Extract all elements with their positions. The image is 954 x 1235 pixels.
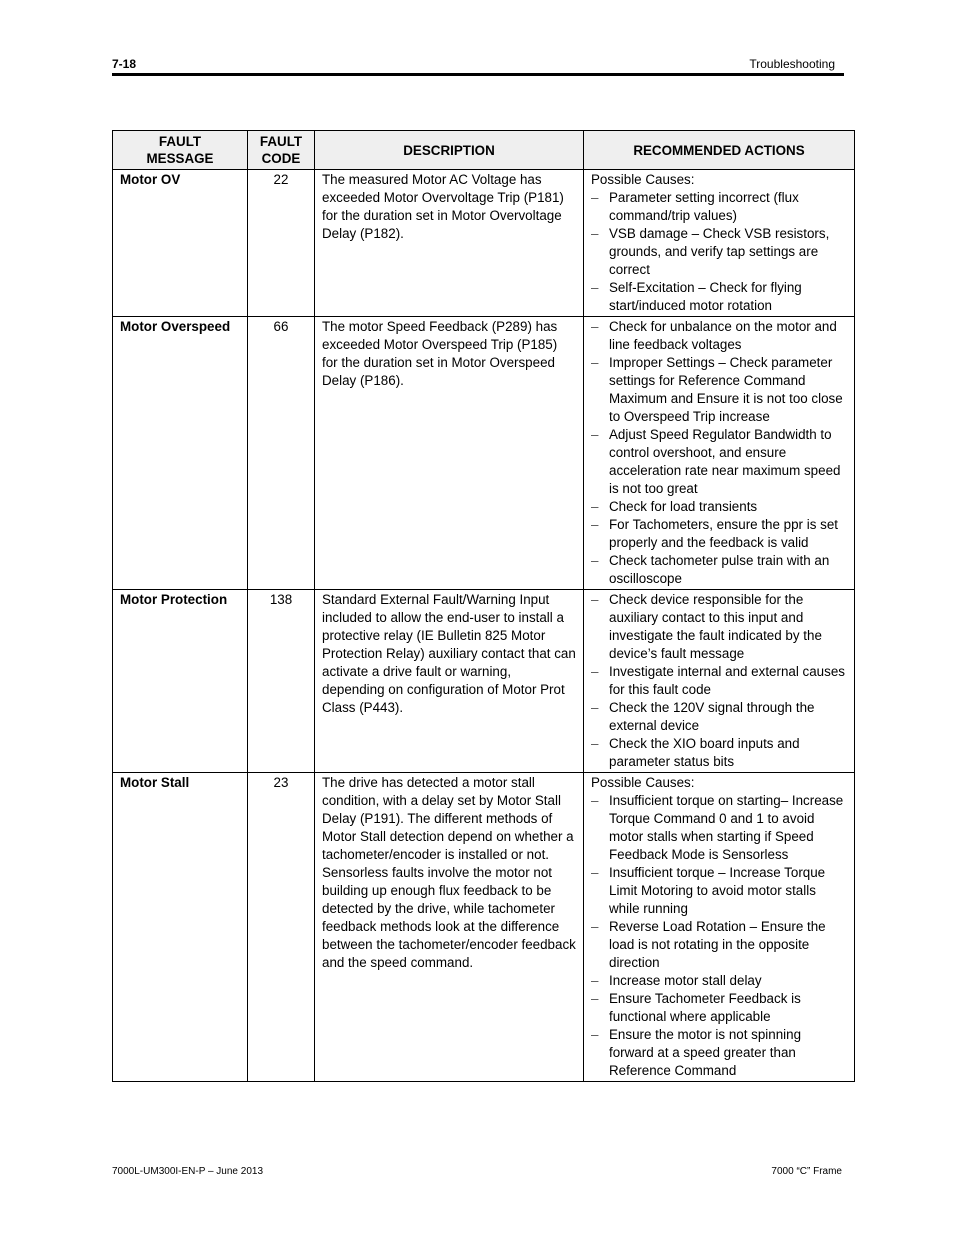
column-header-description: DESCRIPTION <box>315 131 584 170</box>
list-item: – Investigate internal and external causes for this fault code <box>591 663 847 699</box>
list-item: – Increase motor stall delay <box>591 972 847 990</box>
list-item: – Check the 120V signal through the external device <box>591 699 847 735</box>
fault-message-cell: Motor Overspeed <box>113 317 248 590</box>
list-item: – Ensure the motor is not spinning forward at a speed greater than Reference Command <box>591 1026 847 1080</box>
description-cell: The motor Speed Feedback (P289) has exceeded Motor Overspeed Trip (P185) for the duration set in Motor Overspeed Delay (P186). <box>315 317 584 590</box>
action-list <box>591 189 847 315</box>
fault-code-cell: 138 <box>248 590 315 773</box>
product-frame: 7000 “C” Frame <box>771 1166 842 1177</box>
list-item: – Parameter setting incorrect (flux command/trip values) <box>591 189 847 225</box>
list-item: – Check for unbalance on the motor and line feedback voltages <box>591 318 847 354</box>
list-item: – Check the XIO board inputs and parameter status bits <box>591 735 847 771</box>
action-list <box>591 591 847 771</box>
recommended-actions-cell <box>584 590 855 773</box>
list-item: – Check device responsible for the auxiliary contact to this input and investigate the fault indicated by the device’s fault message <box>591 591 847 663</box>
column-header-recommended-actions: RECOMMENDED ACTIONS <box>584 131 855 170</box>
fault-code-cell: 23 <box>248 773 315 1082</box>
list-item: – Adjust Speed Regulator Bandwidth to control overshoot, and ensure acceleration rate near maximum speed is not too great <box>591 426 847 498</box>
table-row <box>113 317 855 590</box>
fault-message-cell: Motor Stall <box>113 773 248 1082</box>
list-item: – Check tachometer pulse train with an oscilloscope <box>591 552 847 588</box>
list-item: – Ensure Tachometer Feedback is functional where applicable <box>591 990 847 1026</box>
action-list <box>591 792 847 1080</box>
description-cell: Standard External Fault/Warning Input included to allow the end-user to install a protective relay (IE Bulletin 825 Motor Protection Relay) auxiliary contact that can activate a drive fault or warning, depending on configuration of Motor Prot Class (P443). <box>315 590 584 773</box>
fault-table <box>112 130 855 1082</box>
section-title: Troubleshooting <box>749 57 835 71</box>
header-rule <box>112 73 844 76</box>
recommended-actions-cell <box>584 317 855 590</box>
table-row <box>113 773 855 1082</box>
table-row <box>113 170 855 317</box>
fault-message-cell: Motor Protection <box>113 590 248 773</box>
fault-message-cell: Motor OV <box>113 170 248 317</box>
action-list <box>591 318 847 588</box>
document-id: 7000L-UM300I-EN-P – June 2013 <box>112 1166 264 1177</box>
page-number: 7-18 <box>112 57 137 71</box>
column-header-fault-message: FAULT MESSAGE <box>113 131 248 170</box>
column-header-fault-code: FAULT CODE <box>248 131 315 170</box>
possible-causes-label: Possible Causes: <box>591 775 695 790</box>
list-item: – Reverse Load Rotation – Ensure the load is not rotating in the opposite direction <box>591 918 847 972</box>
list-item: – VSB damage – Check VSB resistors, grounds, and verify tap settings are correct <box>591 225 847 279</box>
table-header-row <box>113 131 855 170</box>
fault-code-cell: 22 <box>248 170 315 317</box>
list-item: – For Tachometers, ensure the ppr is set properly and the feedback is valid <box>591 516 847 552</box>
recommended-actions-cell <box>584 773 855 1082</box>
table-row <box>113 590 855 773</box>
list-item: – Self-Excitation – Check for flying start/induced motor rotation <box>591 279 847 315</box>
recommended-actions-cell <box>584 170 855 317</box>
list-item: – Insufficient torque – Increase Torque Limit Motoring to avoid motor stalls while running <box>591 864 847 918</box>
list-item: – Insufficient torque on starting– Increase Torque Command 0 and 1 to avoid motor stalls when starting if Speed Feedback Mode is Sensorless <box>591 792 847 864</box>
description-cell: The measured Motor AC Voltage has exceeded Motor Overvoltage Trip (P181) for the duration set in Motor Overvoltage Delay (P182). <box>315 170 584 317</box>
possible-causes-label: Possible Causes: <box>591 172 695 187</box>
description-cell: The drive has detected a motor stall condition, with a delay set by Motor Stall Delay (P191). The different methods of Motor Stall detection depend on whether a tachometer/encoder is installed or not. Sensorless faults involve the motor not building up enough flux feedback to be detected by the drive, while tachometer feedback methods look at the difference between the tachometer/encoder feedback and the speed command. <box>315 773 584 1082</box>
fault-code-cell: 66 <box>248 317 315 590</box>
list-item: – Check for load transients <box>591 498 847 516</box>
list-item: – Improper Settings – Check parameter settings for Reference Command Maximum and Ensure it is not too close to Overspeed Trip increase <box>591 354 847 426</box>
